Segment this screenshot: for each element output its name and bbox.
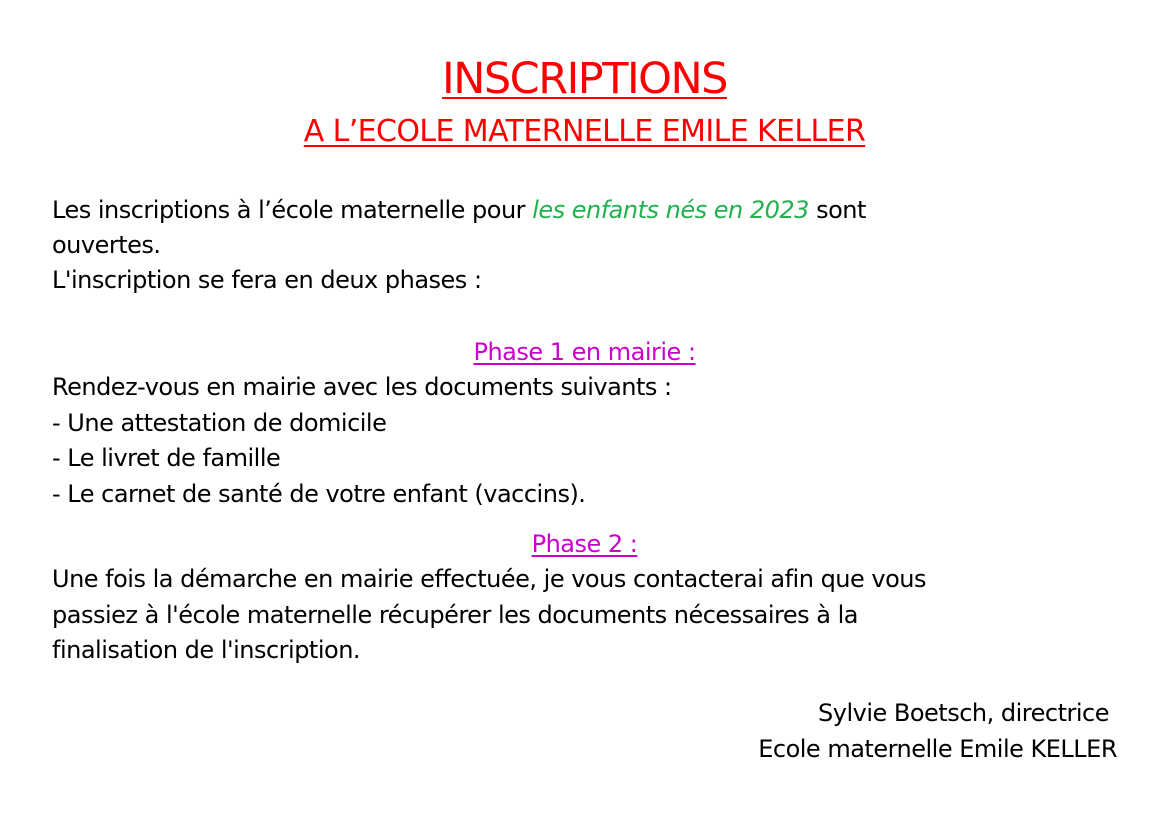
phase-2-title: Phase 2 : — [531, 530, 638, 558]
intro-text-after: sont — [808, 196, 866, 224]
page-subtitle: A L’ECOLE MATERNELLE EMILE KELLER — [303, 114, 866, 149]
signature-name: Sylvie Boetsch, directrice — [818, 699, 1109, 727]
phase-2-line: passiez à l'école maternelle récupérer les documents nécessaires à la — [52, 601, 859, 629]
phase-1-title: Phase 1 en mairie : — [473, 338, 696, 366]
intro-highlight: les enfants nés en 2023 — [532, 196, 809, 224]
intro-text-before: Les inscriptions à l’école maternelle pour — [52, 196, 533, 224]
intro-line-3: L'inscription se fera en deux phases : — [52, 266, 482, 294]
phase-1-intro: Rendez-vous en mairie avec les documents suivants : — [52, 373, 672, 401]
intro-line-1 — [52, 192, 1122, 228]
intro-line-2: ouvertes. — [52, 231, 161, 259]
phase-1-item: - Une attestation de domicile — [52, 409, 387, 437]
page-title: INSCRIPTIONS — [442, 54, 727, 104]
phase-1-item: - Le livret de famille — [52, 444, 281, 472]
phase-2-line: finalisation de l'inscription. — [52, 636, 361, 664]
phase-1-item: - Le carnet de santé de votre enfant (vaccins). — [52, 480, 586, 508]
phase-2-line: Une fois la démarche en mairie effectuée, je vous contacterai afin que vous — [52, 565, 927, 593]
signature-school: Ecole maternelle Emile KELLER — [758, 735, 1117, 763]
